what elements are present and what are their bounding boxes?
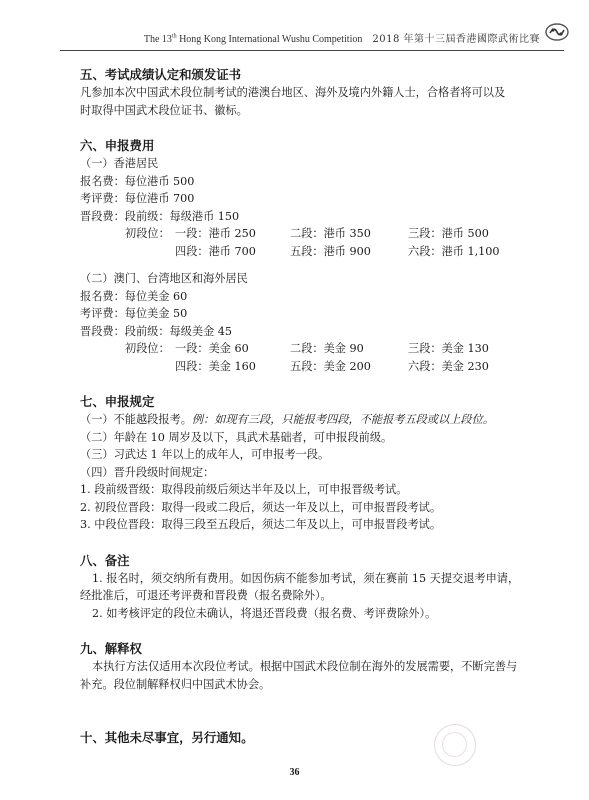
note-2: 2. 如考核评定的段位未确认，将退还晋段费（报名费、考评费除外）。 bbox=[92, 606, 437, 620]
header-title-zh: 2018 年第十三屆香港國際武術比賽 bbox=[372, 34, 540, 45]
header-divider bbox=[60, 50, 564, 51]
rule-4: （四）晋升段级时间规定： bbox=[80, 465, 215, 479]
rule-1: （一）不能越段报考。例：如现有三段，只能报考四段，不能报考五段或以上段位。 bbox=[80, 413, 494, 426]
watermark-stamp-icon bbox=[434, 724, 476, 766]
rule-4-item-2: 2. 初段位晋段：取得一段或二段后，须达一年及以上，可申报晋段考试。 bbox=[80, 500, 442, 514]
hk-promotion-fee: 晋段费：段前级：每级港币 150 bbox=[80, 209, 240, 223]
hk-fee-row-1: 初段位： 一段：港币 250 二段：港币 350 三段：港币 500 bbox=[125, 227, 489, 240]
mo-fee-row-2: 四段：美金 160 五段：美金 200 六段：美金 230 bbox=[175, 359, 489, 373]
section-8-heading: 八、备注 bbox=[80, 552, 130, 568]
section-10-heading: 十、其他未尽事宜，另行通知。 bbox=[80, 730, 254, 745]
section-5-text: 凡参加本次中国武术段位制考试的港澳台地区、海外及境内外籍人士，合格者将可以及 时取得中国武术段位证书、徽标。 bbox=[80, 86, 506, 117]
section-5-heading: 五、考试成绩认定和颁发证书 bbox=[80, 67, 242, 82]
rule-3: （三）习武达 1 年以上的成年人，可申报考一段。 bbox=[80, 448, 330, 461]
mo-tw-residents-title: （二）澳门、台湾地区和海外居民 bbox=[80, 272, 248, 285]
rule-4-item-1: 1. 段前级晋级：取得段前级后须达半年及以上，可申报晋级考试。 bbox=[80, 483, 408, 496]
page-body bbox=[80, 66, 560, 747]
header-title-en: The 13th Hong Kong International Wushu Competition bbox=[143, 33, 363, 45]
rule-4-item-3: 3. 中段位晋段：取得三段至五段后，须达二年及以上，可申报晋段考试。 bbox=[80, 518, 442, 531]
hk-residents-title: （一）香港居民 bbox=[80, 157, 159, 170]
section-7-heading: 七、申报规定 bbox=[80, 394, 155, 409]
mo-exam-fee: 考评费：每位美金 50 bbox=[80, 307, 188, 320]
running-header bbox=[0, 30, 540, 45]
hk-registration-fee: 报名费：每位港币 500 bbox=[80, 174, 195, 188]
rule-1-example: 例：如现有三段，只能报考四段，不能报考五段或以上段位。 bbox=[191, 413, 494, 426]
hk-fee-row-2: 四段：港币 700 五段：港币 900 六段：港币 1,100 bbox=[175, 244, 500, 258]
note-1: 1. 报名时，须交纳所有费用。如因伤病不能参加考试，须在赛前 15 天提交退考申请， 经批准后，可退还考评费和晋段费（报名费除外）。 bbox=[80, 571, 520, 602]
rule-2: （二）年龄在 10 周岁及以下，具武术基础者，可申报段前级。 bbox=[80, 430, 393, 444]
mo-fee-row-1: 初段位： 一段：美金 60 二段：美金 90 三段：美金 130 bbox=[125, 342, 489, 355]
section-9-heading: 九、解释权 bbox=[80, 641, 142, 656]
mo-promotion-fee: 晋段费：段前级：每级美金 45 bbox=[80, 324, 233, 338]
section-9-text: 本执行方法仅适用本次段位考试。根据中国武术段位制在海外的发展需要，不断完善与 补充。段位制解释权归中国武术协会。 bbox=[80, 660, 518, 691]
mo-registration-fee: 报名费：每位美金 60 bbox=[80, 289, 188, 303]
section-6-heading: 六、申报费用 bbox=[80, 138, 155, 153]
hk-exam-fee: 考评费：每位港币 700 bbox=[80, 192, 195, 205]
page-number: 36 bbox=[289, 767, 300, 778]
competition-logo-icon bbox=[545, 20, 569, 44]
